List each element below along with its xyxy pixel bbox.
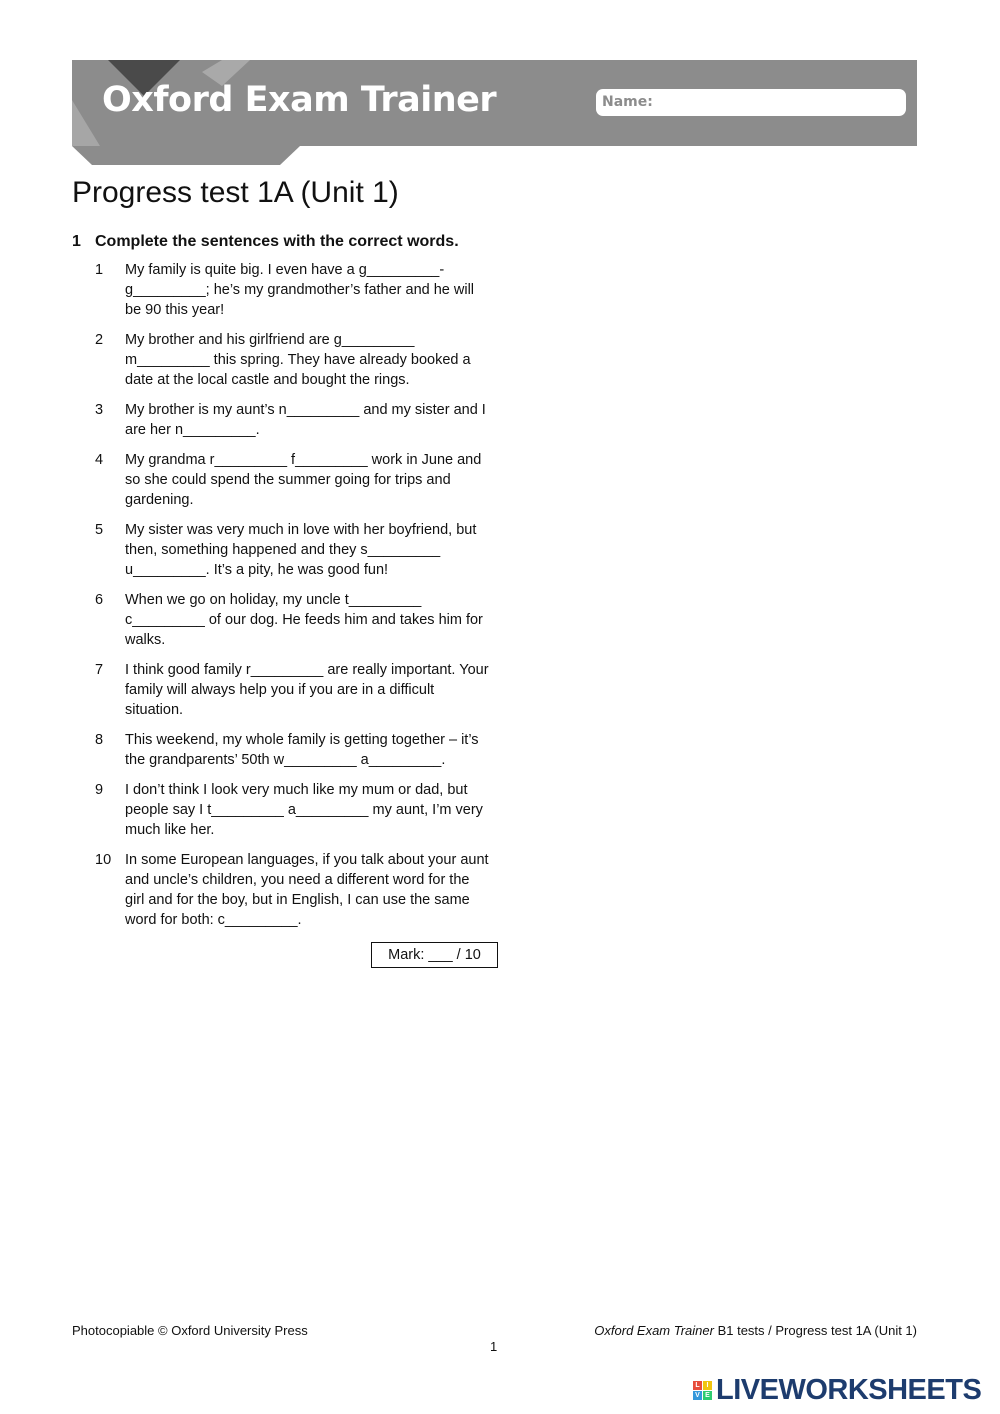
question-text: In some European languages, if you talk about your aunt and uncle’s children, you need a different word for the girl and for the boy, but in English, I can use the same word for both: c_________. [125, 852, 489, 928]
liveworksheets-logo [693, 1374, 981, 1407]
question-text: When we go on holiday, my uncle t_________ c_________ of our dog. He feeds him and takes him for walks. [125, 592, 483, 648]
logo-letter: E [703, 1391, 712, 1400]
question-item [95, 330, 495, 390]
logo-letter: L [693, 1381, 702, 1390]
question-text: I don’t think I look very much like my mum or dad, but people say I t_________ a_________ my aunt, I’m very much like her. [125, 782, 483, 838]
question-item [95, 780, 495, 840]
liveworksheets-text: LIVEWORKSHEETS [716, 1374, 982, 1406]
question-number: 7 [95, 662, 104, 678]
question-number: 3 [95, 402, 104, 418]
question-number: 1 [95, 262, 104, 278]
page-number: 1 [490, 1339, 498, 1354]
question-number: 2 [95, 332, 104, 348]
exercise-number: 1 [72, 233, 81, 250]
question-number: 5 [95, 522, 104, 538]
question-number: 8 [95, 732, 104, 748]
question-number: 6 [95, 592, 104, 608]
logo-letter: I [703, 1381, 712, 1390]
question-item [95, 590, 495, 650]
mark-box: Mark: ___ / 10 [371, 942, 498, 968]
question-item [95, 400, 495, 440]
name-label: Name: [602, 94, 653, 110]
question-item [95, 260, 495, 320]
question-item [95, 730, 495, 770]
question-item [95, 850, 495, 930]
question-text: My brother is my aunt’s n_________ and my sister and I are her n_________. [125, 402, 486, 438]
liveworksheets-icon [693, 1381, 712, 1400]
question-item [95, 450, 495, 510]
page-title: Progress test 1A (Unit 1) [72, 176, 399, 209]
question-list [95, 260, 495, 940]
question-text: This weekend, my whole family is getting together – it’s the grandparents’ 50th w_________ a_________. [125, 732, 479, 768]
question-text: My sister was very much in love with her boyfriend, but then, something happened and they s_________ u_________. It’s a pity, he was good fun! [125, 522, 477, 578]
header-banner [72, 60, 917, 146]
footer-book-title: Oxford Exam Trainer [594, 1323, 714, 1338]
footer-reference [594, 1323, 917, 1338]
name-field[interactable] [596, 89, 906, 116]
header-tab-shape [72, 146, 302, 166]
footer-test-name: B1 tests / Progress test 1A (Unit 1) [713, 1323, 917, 1338]
question-text: My brother and his girlfriend are g_________ m_________ this spring. They have already booked a date at the local castle and bought the rings. [125, 332, 471, 388]
instruction-text: Complete the sentences with the correct words. [95, 233, 459, 250]
question-number: 10 [95, 852, 112, 868]
exercise-instruction [72, 233, 512, 251]
question-number: 4 [95, 452, 104, 468]
question-text: My grandma r_________ f_________ work in June and so she could spend the summer going for trips and gardening. [125, 452, 482, 508]
header-title: Oxford Exam Trainer [102, 80, 497, 120]
question-item [95, 660, 495, 720]
footer-copyright: Photocopiable © Oxford University Press [72, 1323, 308, 1338]
question-text: I think good family r_________ are really important. Your family will always help you if you are in a difficult situation. [125, 662, 489, 718]
question-number: 9 [95, 782, 104, 798]
question-item [95, 520, 495, 580]
logo-letter: V [693, 1391, 702, 1400]
question-text: My family is quite big. I even have a g_________-g_________; he’s my grandmother’s father and he will be 90 this year! [125, 262, 475, 318]
